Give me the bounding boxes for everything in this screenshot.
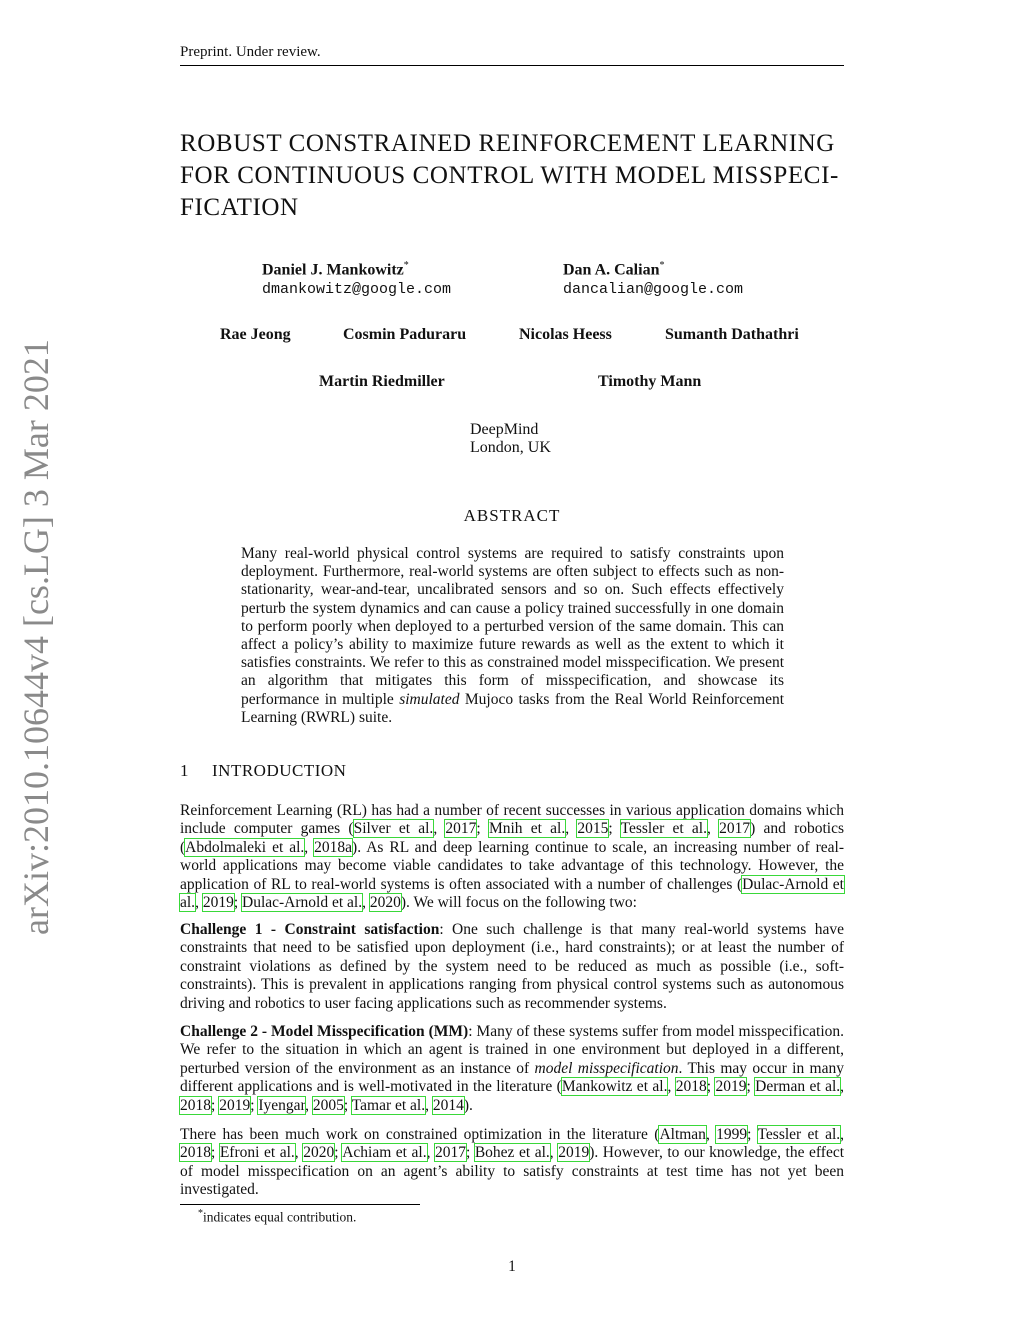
citation-link[interactable]: Dulac-Arnold et al. bbox=[242, 894, 363, 912]
citation-link[interactable]: 2018 bbox=[180, 1144, 211, 1162]
citation-link[interactable]: 2019 bbox=[715, 1078, 747, 1096]
author-block-2 bbox=[563, 260, 743, 298]
citation-link[interactable]: Silver et al. bbox=[353, 820, 434, 838]
section-heading: 1 INTRODUCTION bbox=[180, 761, 347, 780]
intro-paragraph-4: There has been much work on constrained optimization in the literature (Altman, 1999; Tessler et al., 2018; Efroni et al., 2020; Achiam et al., 2017; Bohez et al., 2019). However, to our knowledge, the effect of model misspecification on an agent’s ability to satisfy constraints at test time has not yet been investigated. bbox=[180, 1126, 845, 1199]
author-block-1 bbox=[262, 260, 451, 298]
citation-link[interactable]: Efroni et al. bbox=[219, 1144, 295, 1162]
citation-link[interactable]: Achiam et al. bbox=[342, 1144, 427, 1162]
citation-link[interactable]: Mnih et al. bbox=[488, 820, 566, 838]
intro-paragraph-2: Challenge 1 - Constraint satisfaction: One such challenge is that many real-world systems have constraints that need to be satisfied upon deployment (i.e., hard constraints); or at least the number of constraint violations as defined by the system need to be reduced as much as possible (i.e., soft-constraints). This is prevalent in applications ranging from physical control systems such as autonomous driving and robotics to user facing applications such as recommender systems. bbox=[180, 921, 844, 1012]
abstract-text: Many real-world physical control systems are required to satisfy constraints upon deployment. Furthermore, real-world systems are often subject to effects such as non-stationarity, wear-and-tear, uncalibrated sensors and so on. Such effects effectively perturb the system dynamics and can cause a policy trained successfully in one domain to perform poorly when deployed to a perturbed version of the same domain. This can affect a policy’s ability to maximize future rewards as well as the extent to which it satisfies constraints. We refer to this as constrained model misspecification. We present an algorithm that mitigates this form of misspecification, and showcase its performance in multiple simulated Mujoco tasks from the Real World Reinforcement Learning (RWRL) suite. bbox=[241, 545, 785, 726]
title-line-3: FICATION bbox=[180, 194, 299, 221]
abstract-heading: ABSTRACT bbox=[463, 506, 561, 525]
citation-link[interactable]: 1999 bbox=[716, 1126, 748, 1143]
intro-paragraph-3: Challenge 2 - Model Misspecification (MM): Many of these systems suffer from model misspecification. We refer to the situation in which an agent is trained in one environment but deployed in a different, perturbed version of the environment as an instance of model misspecification. This may occur in many different applications and is well-motivated in the literature (Mankowitz et al., 2018; 2019; Derman et al., 2018; 2019; Iyengar, 2005; Tamar et al., 2014). bbox=[180, 1023, 845, 1114]
page-number: 1 bbox=[508, 1258, 516, 1275]
citation-link[interactable]: Dulac-Arnold et al. bbox=[180, 875, 844, 912]
citation-link[interactable]: 2019 bbox=[558, 1144, 590, 1162]
paper-title bbox=[180, 128, 860, 224]
citation-link[interactable]: 2020 bbox=[369, 894, 401, 912]
citation-link[interactable]: 2018 bbox=[180, 1096, 211, 1114]
citation-link[interactable]: Derman et al. bbox=[755, 1078, 841, 1096]
affiliation-org: DeepMind bbox=[470, 421, 539, 438]
footnote-rule bbox=[180, 1204, 420, 1205]
author-name: Daniel J. Mankowitz* bbox=[262, 260, 409, 279]
citation-link[interactable]: 2017 bbox=[435, 1144, 466, 1162]
citation-link[interactable]: Mankowitz et al. bbox=[561, 1078, 668, 1096]
title-line-1: ROBUST CONSTRAINED REINFORCEMENT LEARNING bbox=[180, 130, 835, 157]
author-email[interactable]: dmankowitz@google.com bbox=[262, 281, 452, 299]
author-name: Cosmin Paduraru bbox=[343, 326, 467, 343]
title-line-2: FOR CONTINUOUS CONTROL WITH MODEL MISSPECI- bbox=[180, 162, 839, 189]
author-name: Sumanth Dathathri bbox=[665, 326, 799, 343]
affiliation bbox=[470, 421, 551, 457]
citation-link[interactable]: 2005 bbox=[312, 1096, 344, 1114]
citation-link[interactable]: 2019 bbox=[219, 1096, 251, 1114]
citation-link[interactable]: 2018 bbox=[675, 1078, 707, 1096]
citation-link[interactable]: 2017 bbox=[719, 820, 751, 838]
author-name: Martin Riedmiller bbox=[319, 373, 445, 390]
affiliation-location: London, UK bbox=[470, 439, 551, 456]
citation-link[interactable]: Tamar et al. bbox=[351, 1096, 426, 1114]
citation-link[interactable]: Iyengar bbox=[258, 1096, 306, 1114]
author-name: Timothy Mann bbox=[598, 373, 702, 390]
arxiv-identifier: arXiv:2010.10644v4 [cs.LG] 3 Mar 2021 bbox=[16, 339, 56, 935]
citation-link[interactable]: Altman bbox=[659, 1126, 706, 1143]
citation-link[interactable]: 2014 bbox=[432, 1096, 464, 1114]
author-email[interactable]: dancalian@google.com bbox=[563, 281, 744, 299]
citation-link[interactable]: 2019 bbox=[202, 894, 234, 912]
citation-link[interactable]: 2017 bbox=[445, 820, 477, 838]
citation-link[interactable]: 2020 bbox=[303, 1144, 335, 1162]
running-header: Preprint. Under review. bbox=[180, 44, 321, 60]
citation-link[interactable]: Tessler et al. bbox=[757, 1126, 841, 1143]
citation-link[interactable]: 2015 bbox=[577, 820, 609, 838]
author-name: Nicolas Heess bbox=[519, 326, 612, 343]
intro-paragraph-1: Reinforcement Learning (RL) has had a number of recent successes in various application domains which include computer games (Silver et al., 2017; Mnih et al., 2015; Tessler et al., 2017) and robotics (Abdolmaleki et al., 2018a). As RL and deep learning continue to scale, an increasing number of real-world applications may become viable candidates to take advantage of this technology. However, the application of RL to real-world systems is often associated with a number of challenges (Dulac-Arnold et al., 2019; Dulac-Arnold et al., 2020). We will focus on the following two: bbox=[180, 802, 845, 912]
citation-link[interactable]: Abdolmaleki et al. bbox=[185, 838, 305, 856]
citation-link[interactable]: Tessler et al. bbox=[620, 820, 707, 838]
author-name: Dan A. Calian* bbox=[563, 260, 665, 279]
citation-link[interactable]: 2018a bbox=[314, 838, 353, 856]
citation-link[interactable]: Bohez et al. bbox=[474, 1144, 550, 1162]
footnote: *indicates equal contribution. bbox=[198, 1208, 357, 1225]
author-name: Rae Jeong bbox=[220, 326, 291, 343]
header-rule bbox=[180, 65, 844, 66]
